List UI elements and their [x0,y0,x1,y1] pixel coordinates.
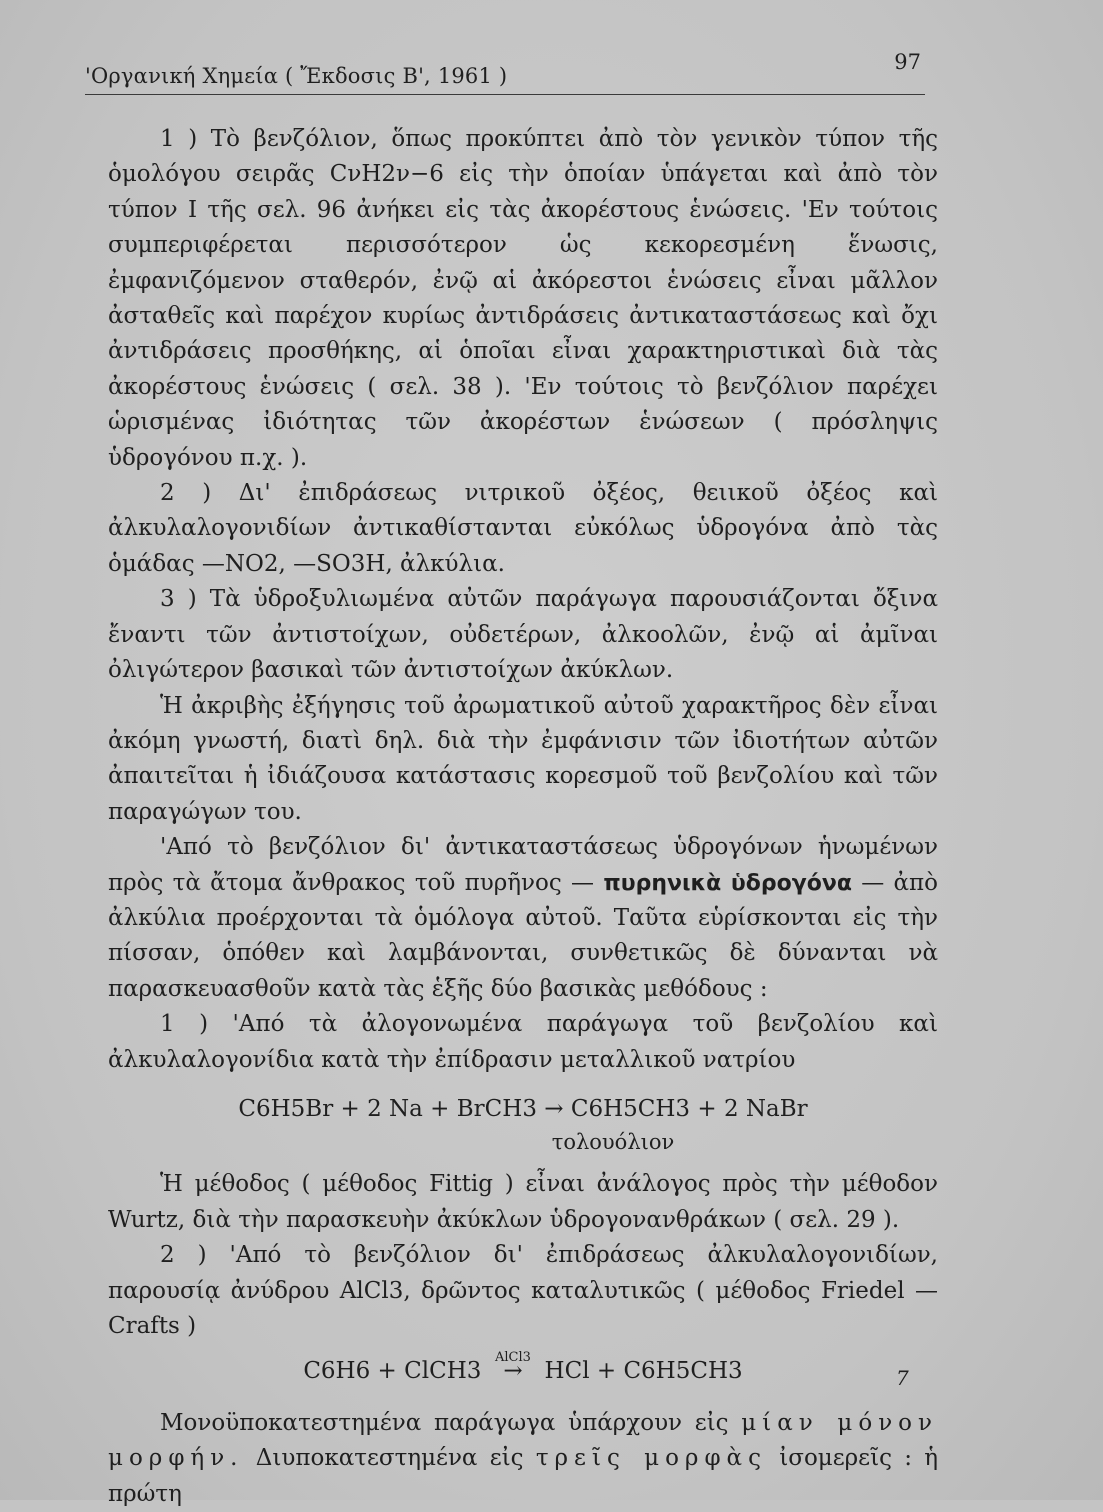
paragraph-5 [108,830,938,1007]
paragraph-5-tail: — ἀπὸ ἀλκύλια προέρχονται τὰ ὁμόλογα αὐτοῦ. Ταῦτα εὑρίσκονται εἰς τὴν πίσσαν, ὁπόθεν καὶ λαμβάνονται, συνθετικῶς δὲ δύνανται νὰ παρασκευασθοῦν κατὰ τὰς ἑξῆς δύο βασικὰς μεθόδους : [108,869,938,1002]
equation-fittig: C6H5Br + 2 Na + BrCH3 → C6H5CH3 + 2 NaBr [238,1095,808,1122]
paragraph-6: 1 ) 'Από τὰ ἀλογονωμένα παράγωγα τοῦ βενζολίου καὶ ἀλκυλαλογονίδια κατὰ τὴν ἐπίδρασιν μεταλλικοῦ νατρίου [108,1011,938,1073]
paragraph-9-a: Μονοϋποκατεστημένα παράγωγα ὑπάρχουν εἰς [160,1409,729,1436]
paragraph-9-c: Διυποκατεστημένα εἰς [255,1445,524,1472]
header-title: 'Οργανική Χημεία ( Ἔκδοσις Β', 1961 ) [85,64,508,88]
body-text [108,122,938,1512]
bold-term: πυρηνικὰ ὑδρογόνα [603,870,852,896]
page-number: 97 [894,50,921,74]
running-header [85,50,925,95]
paragraph-3: 3 ) Τὰ ὑδροξυλιωμένα αὐτῶν παράγωγα παρουσιάζονται ὄξινα ἔναντι τῶν ἀντιστοίχων, οὐδετέρων, ἀλκοολῶν, ἐνῷ αἱ ἀμῖναι ὀλιγώτερον βασικαὶ τῶν ἀντιστοίχων ἀκύκλων. [108,586,938,684]
paragraph-9 [108,1406,938,1512]
paragraph-4: Ἡ ἀκριβὴς ἐξήγησις τοῦ ἀρωματικοῦ αὐτοῦ χαρακτῆρος δὲν εἶναι ἀκόμη γνωστή, διατὶ δηλ. διὰ τὴν ἐμφάνισιν τῶν ἰδιοτήτων αὐτῶν ἀπαιτεῖται ἡ ἰδιάζουσα κατάστασις κορεσμοῦ τοῦ βενζολίου καὶ τῶν παραγώγων του. [108,692,938,825]
spaced-text-1: μίαν μόνον μορφήν. [108,1409,938,1472]
paragraph-7: Ἡ μέθοδος ( μέθοδος Fittig ) εἶναι ἀνάλογος πρὸς τὴν μέθοδον Wurtz, διὰ τὴν παρασκευὴν ἀκύκλων ὑδρογονανθράκων ( σελ. 29 ). [108,1171,938,1233]
paragraph-8: 2 ) 'Από τὸ βενζόλιον δι' ἐπιδράσεως ἀλκυλαλογονιδίων, παρουσίᾳ ἀνύδρου AlCl3, δρῶντος καταλυτικῶς ( μέθοδος Friedel — Crafts ) [108,1242,938,1339]
spaced-text-2: τρεῖς μορφὰς [535,1445,767,1472]
paragraph-1: 1 ) Τὸ βενζόλιον, ὅπως προκύπτει ἀπὸ τὸν γενικὸν τύπον τῆς ὁμολόγου σειρᾶς CνH2ν−6 εἰς τὴν ὁποίαν ὑπάγεται καὶ ἀπὸ τὸν τύπον Ι τῆς σελ. 96 ἀνήκει εἰς τὰς ἀκορέστους ἑνώσεις. 'Εν τούτοις συμπεριφέρεται περισσότερον ὡς κεκορεσμένη ἕνωσις, ἐμφανιζόμενον σταθερόν, ἐνῷ αἱ ἀκόρεστοι ἑνώσεις εἶναι μᾶλλον ἀσταθεῖς καὶ παρέχον κυρίως ἀντιδράσεις ἀντικαταστάσεως καὶ ὄχι ἀντιδράσεις προσθήκης, αἱ ὁποῖαι εἶναι χαρακτηριστικαὶ διὰ τὰς ἀκορέστους ἑνώσεις ( σελ. 38 ). 'Εν τούτοις τὸ βενζόλιον παρέχει ὡρισμένας ἰδιότητας τῶν ἀκορέστων ἑνώσεων ( πρόσληψις ὑδρογόνου π.χ. ). [108,126,938,471]
equation-friedel-crafts [108,1350,938,1389]
equation-2-left: C6H6 + ClCH3 [303,1358,482,1385]
equation-2-right: HCl + C6H5CH3 [544,1358,743,1385]
catalyst-arrow: AlCl3 → [503,1354,522,1389]
signature-mark: 7 [896,1366,909,1390]
paragraph-9-e: ἰσομερεῖς : ἡ πρώτη [108,1445,939,1507]
catalyst-label: AlCl3 [495,1350,531,1366]
paragraph-5-lead: 'Από τὸ βενζόλιον δι' ἀντικαταστάσεως ὑδρογόνων ἡνωμένων πρὸς τὰ ἄτομα ἄνθρακος τοῦ πυρῆνος — [108,834,938,896]
paragraph-2: 2 ) Δι' ἐπιδράσεως νιτρικοῦ ὀξέος, θειικοῦ ὀξέος καὶ ἀλκυλαλογονιδίων ἀντικαθίστανται εὐκόλως ὑδρογόνα ἀπὸ τὰς ὁμάδας —NO2, —SO3H, ἀλκύλια. [108,480,938,577]
equation-caption: τολουόλιον [551,1130,675,1155]
